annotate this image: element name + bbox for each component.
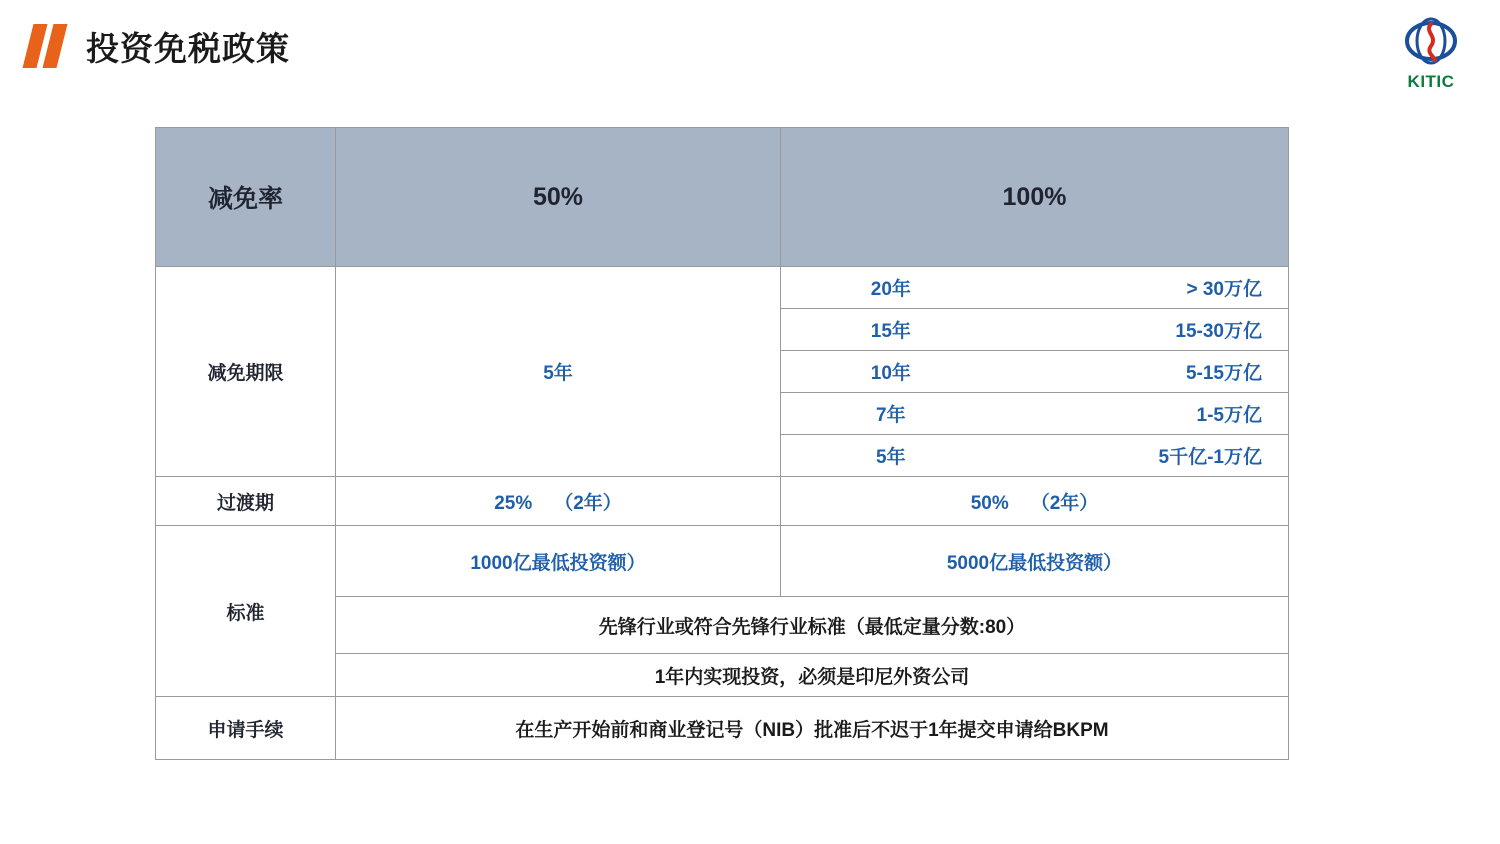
header-cell-100: 100% — [781, 128, 1289, 267]
row-label-application: 申请手续 — [156, 697, 336, 760]
transition-50-years: （2年） — [554, 492, 622, 514]
policy-table — [155, 127, 1289, 760]
transition-100-years: （2年） — [1030, 492, 1099, 514]
duration-amount-4: 1-5万亿 — [1041, 393, 1288, 435]
list-item — [781, 435, 1288, 477]
table-row — [156, 477, 1289, 526]
duration-amount-3: 5-15万亿 — [1041, 351, 1288, 393]
header-cell-50: 50% — [336, 128, 781, 267]
cell-exemption-period-50: 5年 — [336, 267, 781, 477]
table-row — [156, 267, 1289, 477]
table-header-row — [156, 128, 1289, 267]
row-label-exemption-period: 减免期限 — [156, 267, 336, 477]
row-label-standard: 标准 — [156, 526, 336, 697]
list-item — [781, 351, 1288, 393]
cell-transition-100 — [781, 477, 1289, 526]
exemption-period-breakdown — [781, 267, 1288, 476]
duration-years-5: 5年 — [876, 447, 906, 468]
cell-application-text: 在生产开始前和商业登记号（NIB）批准后不迟于1年提交申请给BKPM — [336, 697, 1289, 760]
page-title: 投资免税政策 — [86, 29, 290, 67]
duration-amount-2: 15-30万亿 — [1041, 309, 1288, 351]
brand-logo — [1388, 16, 1474, 92]
duration-years-2: 15年 — [781, 309, 1041, 351]
table-row — [156, 526, 1289, 597]
row-label-transition: 过渡期 — [156, 477, 336, 526]
duration-years-3: 10年 — [781, 351, 1041, 393]
duration-amount-5: 5千亿-1万亿 — [1158, 447, 1262, 468]
header-cell-rate: 减免率 — [156, 128, 336, 267]
policy-table-container — [155, 127, 1288, 760]
cell-standard-note-1: 先锋行业或符合先锋行业标准（最低定量分数:80） — [336, 597, 1289, 654]
transition-50-pct: 25% — [494, 492, 533, 514]
duration-years-1: 20年 — [781, 267, 1041, 309]
duration-amount-1: > 30万亿 — [1041, 267, 1288, 309]
list-item — [781, 267, 1288, 309]
duration-years-4: 7年 — [781, 393, 1041, 435]
cell-transition-50 — [336, 477, 781, 526]
logo-text: KITIC — [1407, 72, 1455, 91]
slide-header — [28, 18, 290, 74]
table-row — [156, 697, 1289, 760]
cell-standard-100: 5000亿最低投资额） — [781, 526, 1289, 597]
cell-standard-note-2: 1年内实现投资，必须是印尼外资公司 — [336, 654, 1289, 697]
list-item — [781, 393, 1288, 435]
list-item — [781, 309, 1288, 351]
logo-icon — [1404, 16, 1458, 70]
cell-standard-50: 1000亿最低投资额） — [336, 526, 781, 597]
accent-bar-2 — [43, 24, 68, 68]
transition-100-pct: 50% — [970, 492, 1009, 514]
accent-bars-decoration — [28, 24, 68, 68]
cell-exemption-period-100 — [781, 267, 1289, 477]
